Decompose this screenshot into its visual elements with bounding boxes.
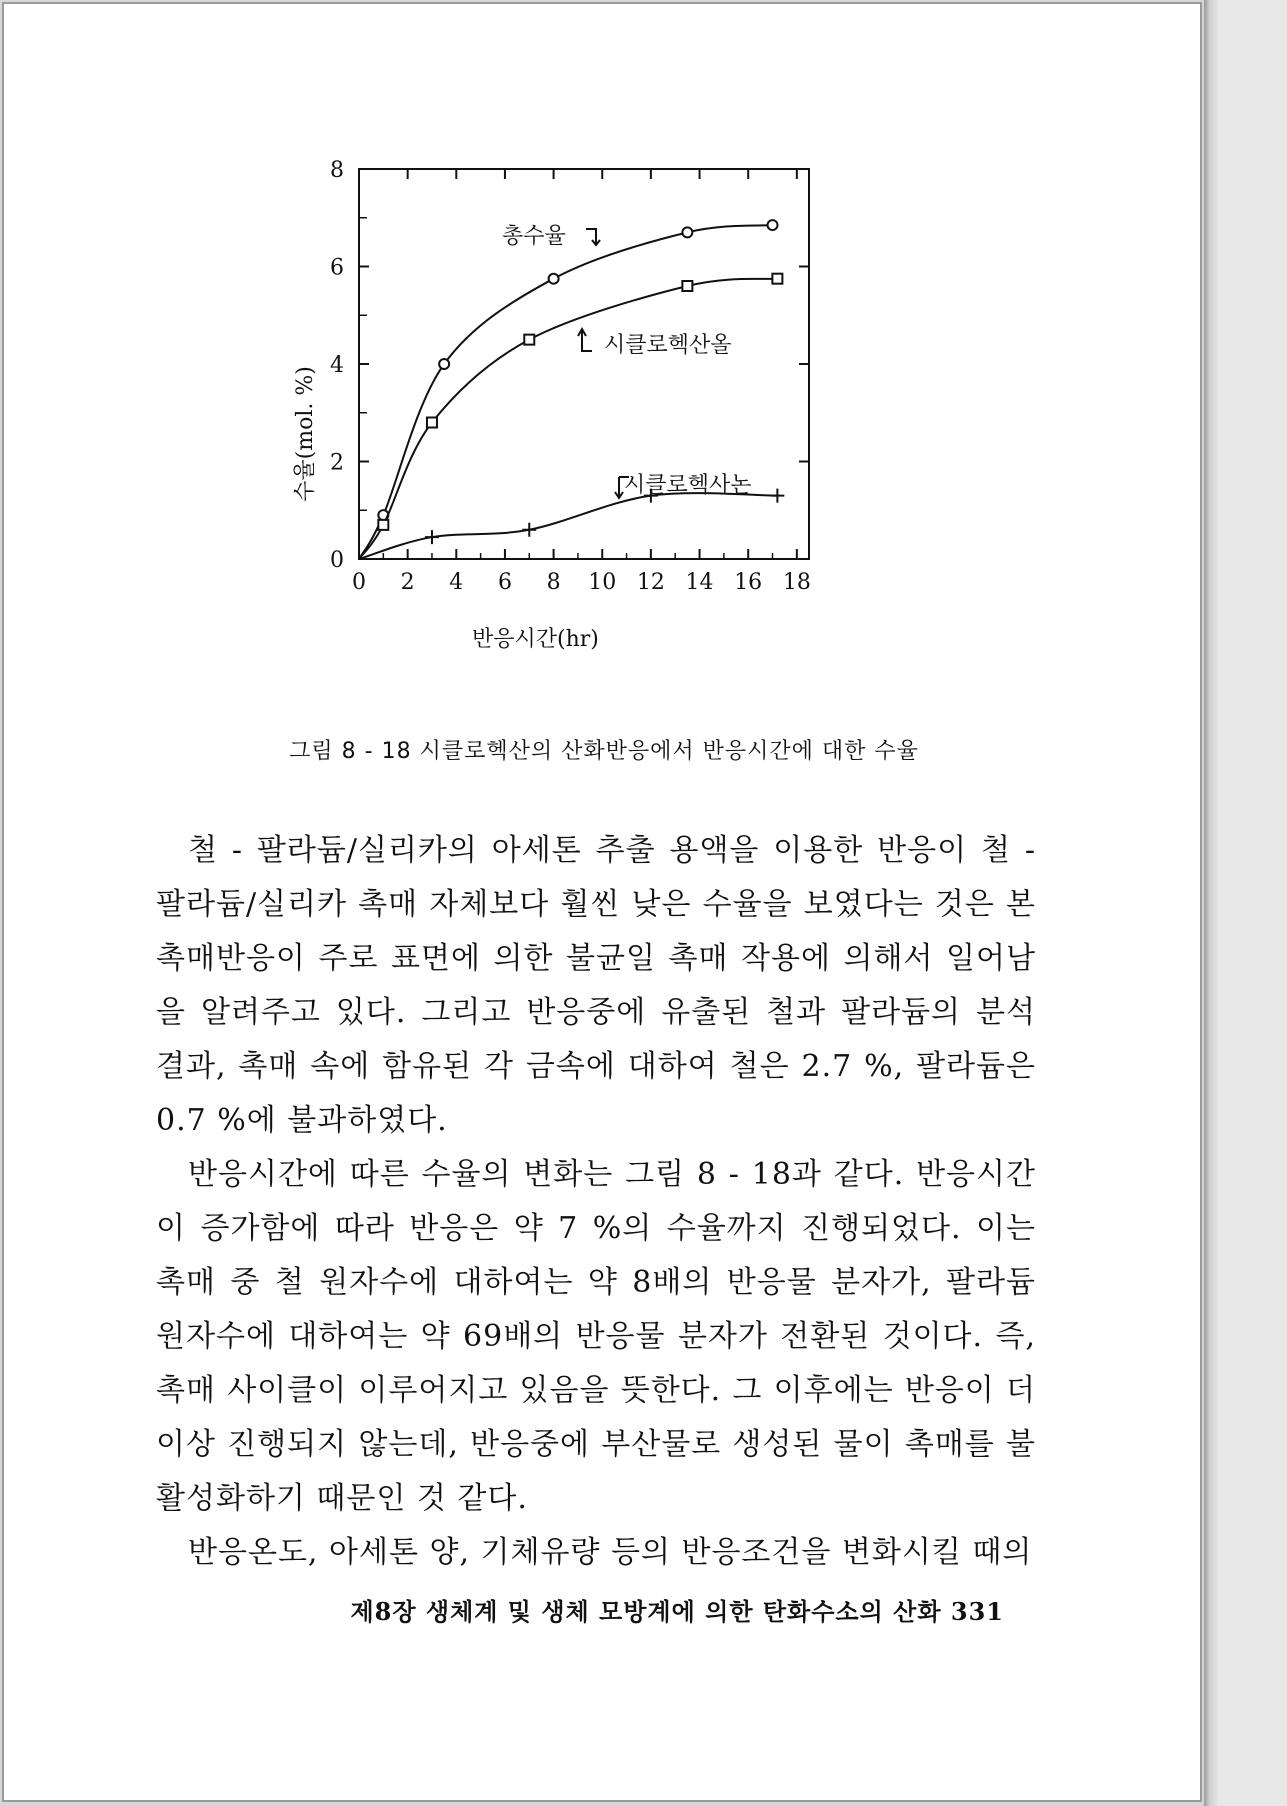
body-text	[156, 824, 1036, 1580]
x-tick-label: 4	[449, 570, 464, 595]
chapter-title: 제8장 생체계 및 생체 모방계에 의한 탄화수소의 산화	[350, 1597, 942, 1626]
x-tick-label: 8	[546, 570, 561, 595]
paragraph: 철 - 팔라듐/실리카의 아세톤 추출 용액을 이용한 반응이 철 - 팔라듐/실리카 촉매 자체보다 훨씬 낮은 수율을 보였다는 것은 본 촉매반응이 주로 표면에 의한 불균일 촉매 작용에 의해서 일어남을 알려주고 있다. 그리고 반응중에 유출된 철과 팔라듐의 분석 결과, 촉매 속에 함유된 각 금속에 대하여 철은 2.7 %, 팔라듐은 0.7 %에 불과하였다.	[156, 833, 1036, 1138]
x-tick-label: 12	[636, 570, 665, 595]
x-tick-label: 2	[400, 570, 415, 595]
series-label-cyclohexanone: 시클로헥사논	[624, 473, 752, 498]
series-line-2	[359, 493, 777, 559]
x-tick-label: 0	[352, 570, 366, 595]
x-tick-label: 18	[782, 570, 811, 595]
paragraph: 반응시간에 따른 수율의 변화는 그림 8 - 18과 같다. 반응시간이 증가함에 따라 반응은 약 7 %의 수율까지 진행되었다. 이는 촉매 중 철 원자수에 대하여는 약 8배의 반응물 분자가, 팔라듐 원자수에 대하여는 약 69배의 반응물 분자가 전환된 것이다. 즉, 촉매 사이클이 이루어지고 있음을 뜻한다. 그 이후에는 반응이 더 이상 진행되지 않는데, 반응중에 부산물로 생성된 물이 촉매를 불활성화하기 때문인 것 같다.	[156, 1157, 1036, 1516]
data-point-square	[427, 418, 437, 428]
data-point-square	[682, 281, 692, 291]
y-tick-label: 4	[330, 353, 344, 378]
plot-frame	[359, 169, 809, 559]
data-point-circle	[549, 274, 559, 284]
x-tick-label: 16	[734, 570, 763, 595]
data-point-circle	[439, 359, 449, 369]
figure-yield-vs-time	[284, 154, 934, 714]
x-axis-label: 반응시간(hr)	[472, 627, 599, 652]
data-point-square	[524, 335, 534, 345]
data-point-plus	[522, 523, 536, 537]
series-line-0	[359, 225, 773, 559]
data-point-plus	[425, 530, 439, 544]
paragraph: 반응온도, 아세톤 양, 기체유량 등의 반응조건을 변화시킬 때의	[188, 1535, 1033, 1570]
page-number: 331	[950, 1597, 1004, 1626]
arrow-total-icon	[586, 229, 600, 245]
yield-chart	[284, 154, 934, 714]
x-tick-label: 14	[685, 570, 714, 595]
x-tick-label: 6	[497, 570, 512, 595]
series-label-cyclohexanol: 시클로헥산올	[604, 333, 732, 358]
data-point-plus	[770, 489, 784, 503]
viewer-background	[1218, 0, 1287, 1806]
arrow-cyclohexanol-icon	[578, 329, 592, 351]
page-footer	[4, 1592, 1004, 1627]
series-line-1	[359, 279, 777, 559]
y-axis-label: 수율(mol. %)	[293, 366, 318, 502]
y-tick-label: 2	[330, 450, 344, 476]
y-tick-label: 0	[330, 548, 344, 573]
figure-caption: 그림 8 - 18 시클로헥산의 산화반응에서 반응시간에 대한 수율	[289, 739, 919, 764]
x-tick-label: 10	[588, 570, 617, 595]
book-page	[2, 2, 1202, 1802]
y-tick-label: 8	[330, 158, 344, 183]
series-label-total-yield: 총수율	[502, 224, 566, 249]
data-point-circle	[682, 227, 692, 237]
page-edge-shadow	[1204, 0, 1218, 1806]
data-point-circle	[768, 220, 778, 230]
y-tick-label: 6	[330, 255, 344, 281]
data-point-square	[378, 520, 388, 530]
data-point-square	[772, 274, 782, 284]
